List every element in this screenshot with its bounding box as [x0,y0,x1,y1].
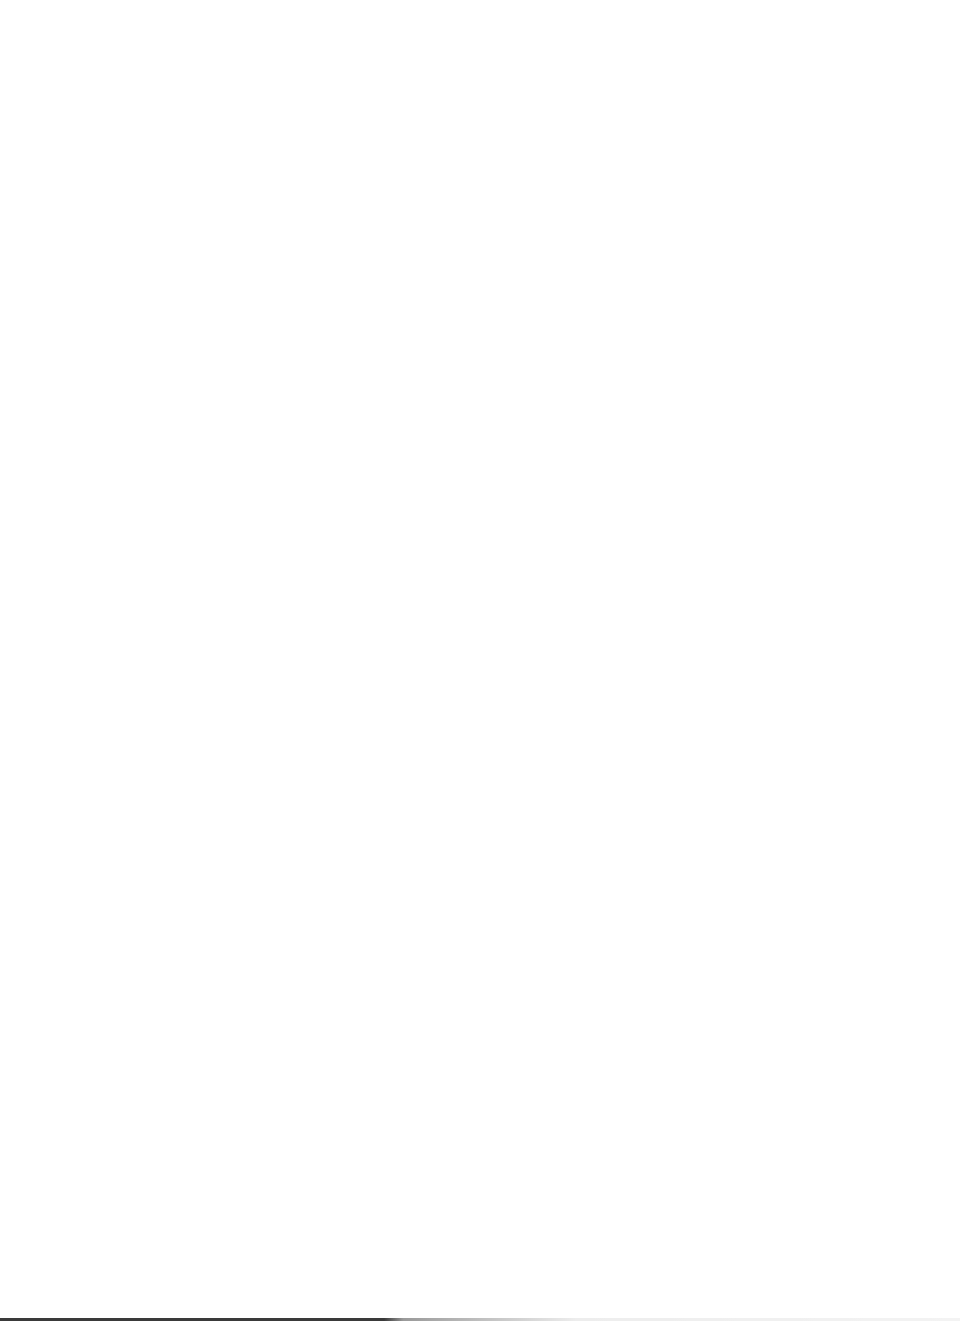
bottom-rule [0,1318,960,1321]
